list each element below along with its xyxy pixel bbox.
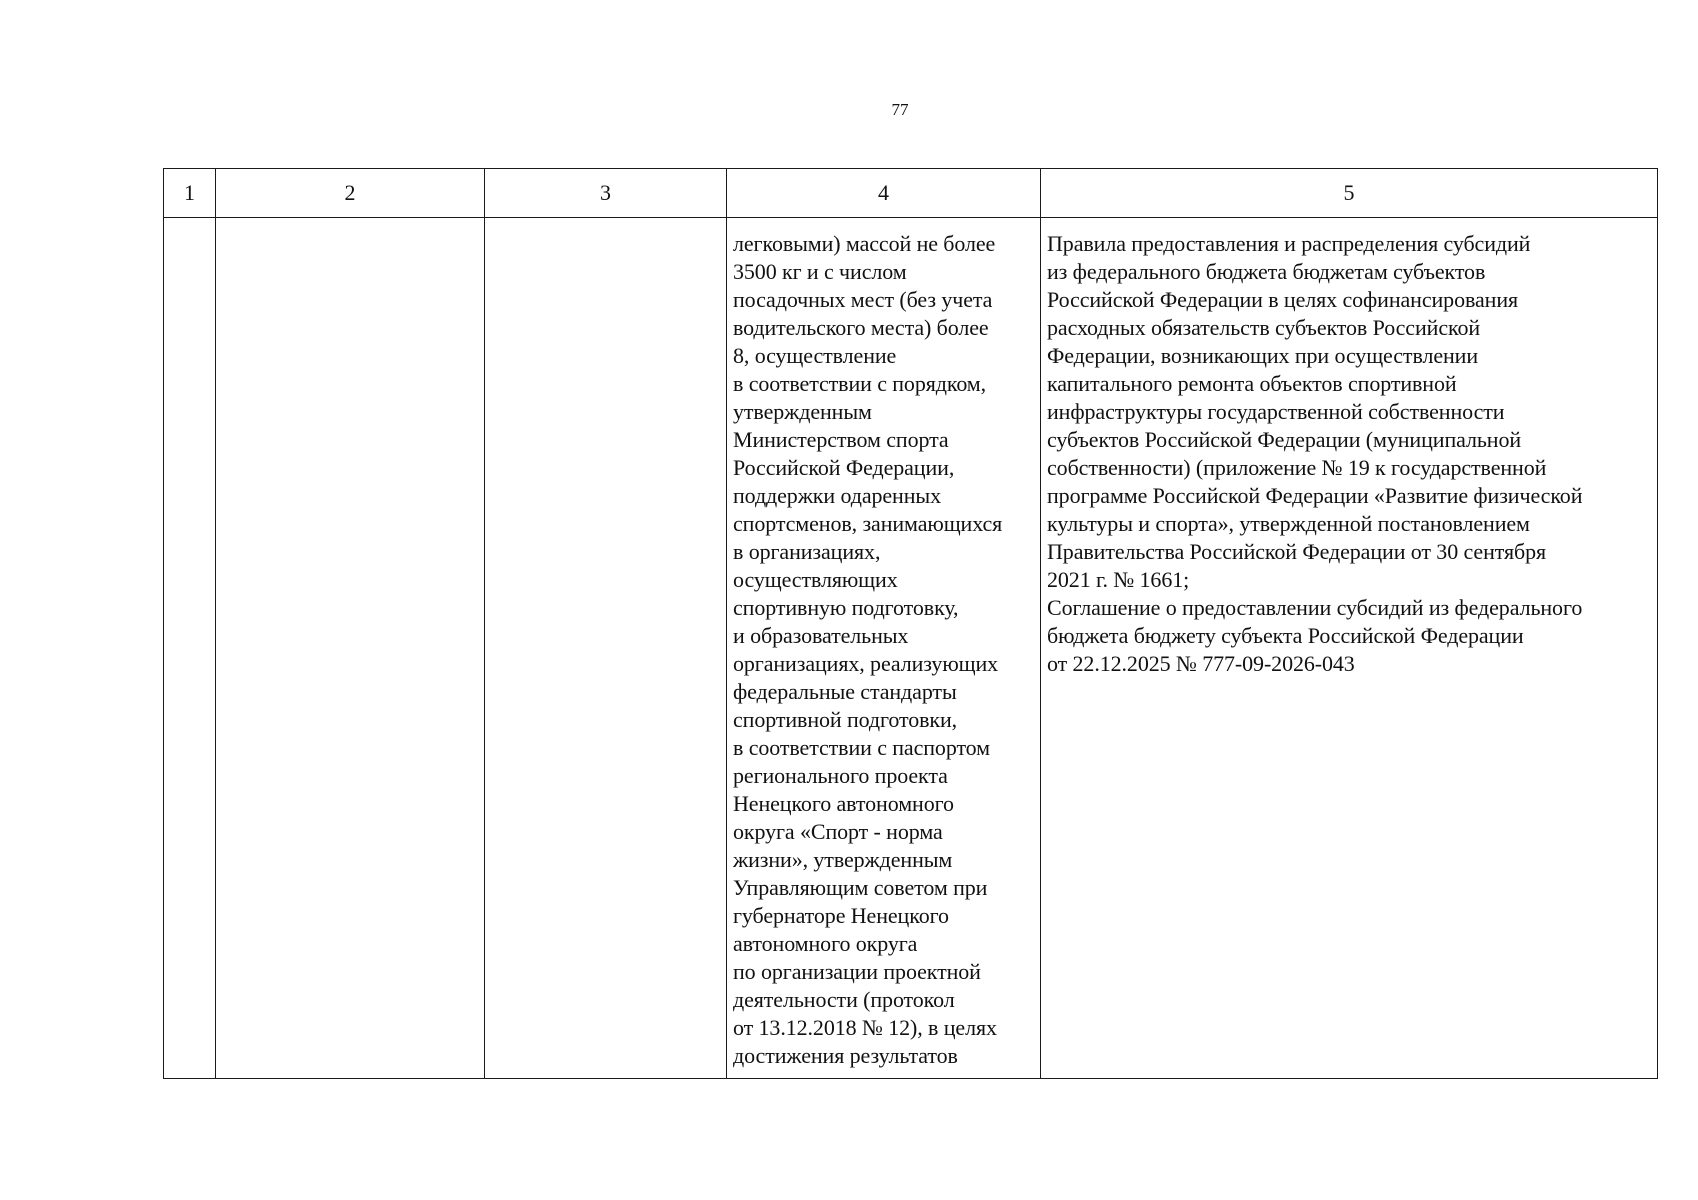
- cell-col-3: [485, 218, 727, 1079]
- cell-col-2: [216, 218, 485, 1079]
- table-header-row: [164, 169, 1658, 218]
- document-table: [163, 168, 1658, 1079]
- cell-text-col-3: [485, 218, 726, 230]
- cell-text-col-2: [216, 218, 484, 230]
- cell-text-col-4: легковыми) массой не более 3500 кг и с числом посадочных мест (без учета водительского места) более 8, осуществление в соответствии с порядком, утвержденным Министерством спорта Российской Федерации, поддержки одаренных спортсменов, занимающихся в организациях, осуществляющих спортивную подготовку, и образовательных организациях, реализующих федеральные стандарты спортивной подготовки, в соответствии с паспортом регионального проекта Ненецкого автономного округа «Спорт - норма жизни», утвержденным Управляющим советом при губернаторе Ненецкого автономного округа по организации проектной деятельности (протокол от 13.12.2018 № 12), в целях достижения результатов: [733, 231, 1003, 1068]
- column-header-3: 3: [485, 169, 727, 218]
- cell-col-4: [727, 218, 1041, 1079]
- column-header-1: 1: [164, 169, 216, 218]
- cell-text-col-1: [164, 218, 215, 230]
- cell-col-1: [164, 218, 216, 1079]
- cell-col-5: [1041, 218, 1658, 1079]
- column-header-4: 4: [727, 169, 1041, 218]
- cell-text-col-5: Правила предоставления и распределения субсидий из федерального бюджета бюджетам субъектов Российской Федерации в целях софинансирования расходных обязательств субъектов Российской Федерации, возникающих при осуществлении капитального ремонта объектов спортивной инфраструктуры государственной собственности субъектов Российской Федерации (муниципальной собственности) (приложение № 19 к государственной программе Российской Федерации «Развитие физической культуры и спорта», утвержденной постановлением Правительства Российской Федерации от 30 сентября 2021 г. № 1661; Соглашение о предоставлении субсидий из федерального бюджета бюджету субъекта Российской Федерации от 22.12.2025 № 777-09-2026-043: [1047, 231, 1583, 676]
- column-header-2: 2: [216, 169, 485, 218]
- page-number: 77: [891, 100, 909, 119]
- column-header-5: 5: [1041, 169, 1658, 218]
- table-row: [164, 218, 1658, 1079]
